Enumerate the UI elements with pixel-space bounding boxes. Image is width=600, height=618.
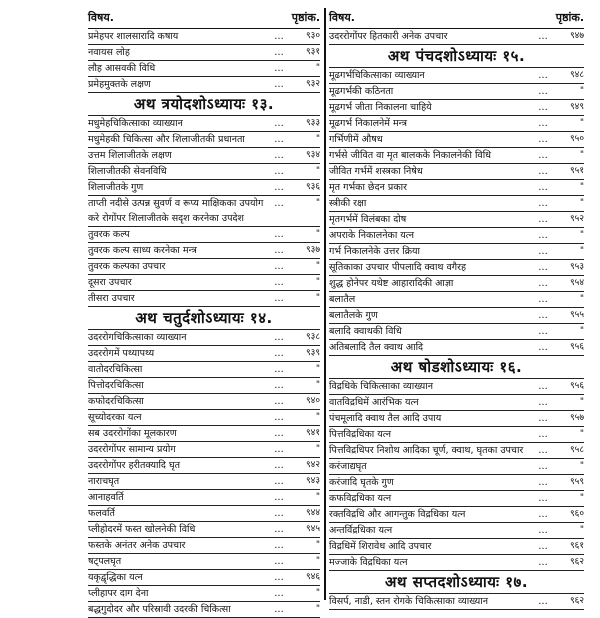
index-entry bbox=[329, 180, 584, 196]
leader-dots: … bbox=[538, 429, 548, 440]
entry-page-number: ९३३ bbox=[305, 118, 320, 128]
index-entry bbox=[329, 427, 584, 443]
entry-title: मृतगर्भमें विलंबका दोष bbox=[329, 214, 407, 225]
entry-page-number: " bbox=[579, 86, 584, 96]
entry-page-number: ९४६ bbox=[305, 572, 320, 582]
subject-header: विषय. bbox=[329, 11, 355, 24]
index-entry bbox=[88, 148, 320, 164]
leader-dots: … bbox=[274, 79, 284, 90]
index-entry bbox=[88, 275, 320, 291]
entry-page-number: " bbox=[315, 198, 320, 208]
entry-title: विसर्प, नाडी, स्तन रोगके चिकित्साका व्याख्यान bbox=[329, 596, 488, 607]
index-entry bbox=[88, 61, 320, 77]
index-entry bbox=[329, 507, 584, 523]
entry-page-number: " bbox=[315, 588, 320, 598]
index-entry bbox=[88, 426, 320, 442]
index-entry bbox=[88, 196, 320, 227]
entry-page-number: ९४७ bbox=[569, 31, 584, 41]
leader-dots: … bbox=[538, 477, 548, 488]
entry-title: तुवरक कल्प साध्य करनेका मन्त्र bbox=[88, 245, 197, 256]
leader-dots: … bbox=[274, 63, 284, 74]
entry-title: बलादि क्वाथकी विधि bbox=[329, 326, 402, 337]
chapter-heading: अथ त्रयोदशोऽध्यायः १३. bbox=[88, 93, 320, 116]
entry-page-number: " bbox=[579, 397, 584, 407]
index-entry bbox=[88, 458, 320, 474]
entry-title: प्रमेहपर शालसारादि कषाय bbox=[88, 31, 179, 42]
index-entry bbox=[329, 132, 584, 148]
index-entry bbox=[88, 227, 320, 243]
entry-page-number: ९४३ bbox=[305, 476, 320, 486]
leader-dots: … bbox=[274, 412, 284, 423]
leader-dots: … bbox=[274, 198, 284, 209]
leader-dots: … bbox=[538, 413, 548, 424]
entry-page-number: " bbox=[315, 277, 320, 287]
index-entry bbox=[329, 324, 584, 340]
index-entry bbox=[88, 538, 320, 554]
index-entry bbox=[88, 570, 320, 586]
index-column-right bbox=[329, 8, 584, 610]
leader-dots: … bbox=[274, 540, 284, 551]
leader-dots: … bbox=[274, 261, 284, 272]
entry-title: अन्तर्विद्रधिका यत्न bbox=[329, 525, 393, 536]
entry-page-number: ९५० bbox=[569, 134, 584, 144]
entry-page-number: " bbox=[315, 261, 320, 271]
chapter-heading: अथ सप्तदशोऽध्यायः १७. bbox=[329, 571, 584, 594]
entry-page-number: ९५२ bbox=[569, 214, 584, 224]
index-entry bbox=[88, 474, 320, 490]
entry-title: फस्तके अनंतर अनेक उपचार bbox=[88, 540, 186, 551]
column-header bbox=[88, 8, 320, 29]
page-number-header: पृष्ठांक. bbox=[555, 11, 584, 24]
index-entry bbox=[88, 291, 320, 307]
entry-title: तुवरक कल्पका उपचार bbox=[88, 261, 166, 272]
index-entry bbox=[88, 45, 320, 61]
entry-page-number: " bbox=[315, 556, 320, 566]
leader-dots: … bbox=[538, 198, 548, 209]
entry-title: मूढगर्भचिकित्साका व्याख्यान bbox=[329, 70, 425, 81]
entry-title: पित्तविद्रधिका यत्न bbox=[329, 429, 391, 440]
entry-title: मूढगर्भ निकालनेमें मन्त्र bbox=[329, 118, 407, 129]
entry-title: तीसरा उपचार bbox=[88, 293, 135, 304]
entry-title: फलवर्ति bbox=[88, 508, 115, 519]
entry-title: सूतिकाका उपचार पीपलादि क्वाथ वगैरह bbox=[329, 262, 467, 273]
entry-page-number: " bbox=[315, 63, 320, 73]
column-divider bbox=[324, 8, 326, 600]
index-entry bbox=[329, 260, 584, 276]
entry-title: नाराचघृत bbox=[88, 476, 120, 487]
leader-dots: … bbox=[538, 326, 548, 337]
entry-title: बद्धगुदोदर और परिस्रावी उदरकी चिकित्सा bbox=[88, 604, 231, 615]
leader-dots: … bbox=[274, 428, 284, 439]
index-entry bbox=[88, 243, 320, 259]
index-entry bbox=[88, 602, 320, 618]
entry-title: प्लीहोदरमें फस्त खोलनेकी विधि bbox=[88, 524, 196, 535]
leader-dots: … bbox=[274, 277, 284, 288]
index-entry bbox=[329, 68, 584, 84]
chapter-heading: अथ पंचदशोऽध्यायः १५. bbox=[329, 45, 584, 68]
entry-page-number: ९६२ bbox=[569, 596, 584, 606]
index-entry bbox=[88, 259, 320, 275]
entry-page-number: " bbox=[315, 412, 320, 422]
entry-title: उदररोगचिकित्साका व्याख्यान bbox=[88, 332, 187, 343]
index-entry bbox=[88, 180, 320, 196]
entry-title: मृत गर्भका छेदन प्रकार bbox=[329, 182, 407, 193]
entry-title: मधुमेहचिकित्साका व्याख्यान bbox=[88, 118, 183, 129]
entry-title: सूच्योदरका यत्न bbox=[88, 412, 142, 423]
entry-page-number: " bbox=[315, 540, 320, 550]
entry-page-number: " bbox=[579, 461, 584, 471]
entry-title: उत्तम शिलाजीतके लक्षण bbox=[88, 150, 172, 161]
index-entry bbox=[329, 555, 584, 571]
entry-page-number: ९३१ bbox=[305, 47, 320, 57]
leader-dots: … bbox=[274, 182, 284, 193]
leader-dots: … bbox=[274, 572, 284, 583]
index-entry bbox=[329, 379, 584, 395]
index-entry bbox=[329, 491, 584, 507]
entry-page-number: ९४४ bbox=[305, 508, 320, 518]
leader-dots: … bbox=[538, 461, 548, 472]
index-entry bbox=[329, 308, 584, 324]
leader-dots: … bbox=[538, 166, 548, 177]
index-entry bbox=[88, 116, 320, 132]
leader-dots: … bbox=[538, 86, 548, 97]
index-entry bbox=[88, 554, 320, 570]
index-entry bbox=[329, 84, 584, 100]
leader-dots: … bbox=[538, 445, 548, 456]
entry-page-number: ९४८ bbox=[569, 70, 584, 80]
entry-page-number: " bbox=[579, 326, 584, 336]
index-entry bbox=[88, 378, 320, 394]
leader-dots: … bbox=[274, 556, 284, 567]
leader-dots: … bbox=[274, 348, 284, 359]
index-entry bbox=[329, 212, 584, 228]
index-entry bbox=[329, 276, 584, 292]
index-entry bbox=[88, 490, 320, 506]
entry-page-number: ९४५ bbox=[305, 524, 320, 534]
leader-dots: … bbox=[274, 229, 284, 240]
index-entry bbox=[88, 77, 320, 93]
leader-dots: … bbox=[274, 293, 284, 304]
entry-title: शिलाजीतकी सेवनविधि bbox=[88, 166, 167, 177]
entry-page-number: ९५६ bbox=[569, 381, 584, 391]
entry-title: मधुमेहकी चिकित्सा और शिलाजीतकी प्रधानता bbox=[88, 134, 245, 145]
leader-dots: … bbox=[538, 182, 548, 193]
index-entry bbox=[329, 594, 584, 610]
index-entry bbox=[329, 411, 584, 427]
entry-page-number: " bbox=[579, 525, 584, 535]
leader-dots: … bbox=[274, 444, 284, 455]
leader-dots: … bbox=[274, 476, 284, 487]
entry-page-number: " bbox=[315, 229, 320, 239]
entry-page-number: ९३८ bbox=[305, 332, 320, 342]
index-entry bbox=[329, 292, 584, 308]
leader-dots: … bbox=[538, 557, 548, 568]
leader-dots: … bbox=[538, 278, 548, 289]
entry-title: अपराके निकालनेका यत्न bbox=[329, 230, 414, 241]
leader-dots: … bbox=[538, 397, 548, 408]
entry-page-number: ९५९ bbox=[569, 477, 584, 487]
entry-page-number: " bbox=[579, 118, 584, 128]
entry-page-number: ९४९ bbox=[569, 102, 584, 112]
leader-dots: … bbox=[538, 493, 548, 504]
chapter-heading: अथ चतुर्दशोऽध्यायः १४. bbox=[88, 307, 320, 330]
leader-dots: … bbox=[274, 380, 284, 391]
leader-dots: … bbox=[538, 246, 548, 257]
entry-page-number: " bbox=[315, 492, 320, 502]
entry-page-number: ९४२ bbox=[305, 460, 320, 470]
leader-dots: … bbox=[538, 31, 548, 42]
entry-title: मूढगर्भकी कठिनता bbox=[329, 86, 394, 97]
leader-dots: … bbox=[538, 214, 548, 225]
entry-page-number: ९५८ bbox=[569, 445, 584, 455]
entry-page-number: " bbox=[579, 246, 584, 256]
leader-dots: … bbox=[274, 150, 284, 161]
leader-dots: … bbox=[538, 262, 548, 273]
page-number-header: पृष्ठांक. bbox=[291, 11, 320, 24]
leader-dots: … bbox=[274, 588, 284, 599]
entry-page-number: ९५५ bbox=[569, 310, 584, 320]
entry-page-number: ९५४ bbox=[569, 278, 584, 288]
entry-title: पंचमूलादि क्वाथ तैल आदि उपाय bbox=[329, 413, 442, 424]
leader-dots: … bbox=[274, 460, 284, 471]
index-entry bbox=[88, 164, 320, 180]
leader-dots: … bbox=[538, 150, 548, 161]
entry-title: सब उदररोगोंका मूलकारण bbox=[88, 428, 177, 439]
entry-page-number: ९५३ bbox=[569, 262, 584, 272]
entry-title: पित्तविद्रधिपर निशोथ आदिका चूर्ण, क्वाथ, घृतका उपचार bbox=[329, 445, 524, 456]
entry-page-number: ९५६ bbox=[569, 342, 584, 352]
entry-title: बलातैलके गुण bbox=[329, 310, 378, 321]
entry-page-number: " bbox=[315, 380, 320, 390]
entry-title: उदररोगोंपर हितकारी अनेक उपचार bbox=[329, 31, 448, 42]
leader-dots: … bbox=[274, 524, 284, 535]
entry-title: स्त्रीकी रक्षा bbox=[329, 198, 367, 209]
entry-title: नवायस लोह bbox=[88, 47, 130, 58]
leader-dots: … bbox=[538, 509, 548, 520]
entry-title: गर्भिणीमें औषध bbox=[329, 134, 383, 145]
entry-page-number: " bbox=[315, 134, 320, 144]
entry-title: पित्तोदरचिकित्सा bbox=[88, 380, 144, 391]
entry-title: वातविद्रधिमें आरंभिक यत्न bbox=[329, 397, 419, 408]
entry-page-number: " bbox=[315, 293, 320, 303]
entry-title: गर्भ निकालनेके उत्तर क्रिया bbox=[329, 246, 420, 257]
index-entry bbox=[329, 459, 584, 475]
leader-dots: … bbox=[538, 102, 548, 113]
leader-dots: … bbox=[538, 294, 548, 305]
entry-title: वातोदरचिकित्सा bbox=[88, 364, 143, 375]
entry-page-number: ९३६ bbox=[305, 182, 320, 192]
entry-page-number: ९५७ bbox=[569, 413, 584, 423]
index-entry bbox=[88, 522, 320, 538]
entry-title: विद्रधिके चिकित्साका व्याख्यान bbox=[329, 381, 434, 392]
entry-title: अतिबलादि तैल क्वाथ आदि bbox=[329, 342, 424, 353]
index-entry bbox=[88, 506, 320, 522]
entry-page-number: ९३४ bbox=[305, 150, 320, 160]
chapter-heading: अथ षोडशोऽध्यायः १६. bbox=[329, 356, 584, 379]
leader-dots: … bbox=[274, 332, 284, 343]
entry-page-number: " bbox=[579, 429, 584, 439]
entry-page-number: " bbox=[579, 182, 584, 192]
entry-title: दूसरा उपचार bbox=[88, 277, 132, 288]
index-entry bbox=[329, 523, 584, 539]
leader-dots: … bbox=[538, 118, 548, 129]
index-entry bbox=[329, 340, 584, 356]
entry-page-number: ९३९ bbox=[305, 348, 320, 358]
entry-title: करंजाद्यघृत bbox=[329, 461, 367, 472]
leader-dots: … bbox=[538, 70, 548, 81]
index-entry bbox=[329, 29, 584, 45]
leader-dots: … bbox=[274, 396, 284, 407]
leader-dots: … bbox=[274, 364, 284, 375]
entry-page-number: ९६२ bbox=[569, 557, 584, 567]
entry-page-number: ९६१ bbox=[569, 541, 584, 551]
subject-header: विषय. bbox=[88, 11, 114, 24]
entry-title: उदररोगोंपर हरीतक्यादि घृत bbox=[88, 460, 181, 471]
index-entry bbox=[329, 244, 584, 260]
entry-title: रक्तविद्रधि और आगन्तुक विद्रधिका यत्न bbox=[329, 509, 466, 520]
entry-page-number: ९६० bbox=[569, 509, 584, 519]
leader-dots: … bbox=[274, 245, 284, 256]
entry-page-number: " bbox=[315, 364, 320, 374]
entry-title: उदररोगमें पथ्यापथ्य bbox=[88, 348, 155, 359]
entry-title: जीवित गर्भमें शस्त्रका निषेध bbox=[329, 166, 423, 177]
index-entry bbox=[88, 346, 320, 362]
index-entry bbox=[329, 164, 584, 180]
entry-title: लौह आसवकी विधि bbox=[88, 63, 156, 74]
leader-dots: … bbox=[538, 596, 548, 607]
entry-title: आनाहवर्ति bbox=[88, 492, 124, 503]
index-column-left bbox=[88, 8, 320, 618]
leader-dots: … bbox=[538, 310, 548, 321]
entry-page-number: ९४० bbox=[305, 396, 320, 406]
index-entry bbox=[329, 116, 584, 132]
entry-title: ताप्ती नदीसे उत्पन्न सुवर्ण व रूप्य माक्षिकका उपयोग करे रोगोंपर शिलाजीतके सदृश करनेका उपदेश bbox=[88, 198, 264, 224]
entry-title: कफविद्रधिका यत्न bbox=[329, 493, 392, 504]
entry-page-number: " bbox=[315, 166, 320, 176]
index-entry bbox=[329, 100, 584, 116]
entry-title: उदररोगोंपर सामान्य प्रयोग bbox=[88, 444, 176, 455]
entry-page-number: " bbox=[579, 230, 584, 240]
entry-page-number: ९३७ bbox=[305, 245, 320, 255]
leader-dots: … bbox=[274, 604, 284, 615]
leader-dots: … bbox=[538, 342, 548, 353]
index-entry bbox=[88, 29, 320, 45]
entry-title: मज्जाके विद्रधिका यत्न bbox=[329, 557, 408, 568]
entry-page-number: ९५१ bbox=[569, 166, 584, 176]
index-entry bbox=[329, 228, 584, 244]
index-entry bbox=[88, 132, 320, 148]
index-entry bbox=[329, 475, 584, 491]
leader-dots: … bbox=[538, 381, 548, 392]
leader-dots: … bbox=[538, 525, 548, 536]
entry-title: शुद्ध होनेपर यथेष्ट आहारादिकी आज्ञा bbox=[329, 278, 454, 289]
entry-title: प्लीहापर दाग देना bbox=[88, 588, 149, 599]
index-entry bbox=[329, 539, 584, 555]
index-entry bbox=[88, 410, 320, 426]
entry-title: करंजादि घृतके गुण bbox=[329, 477, 394, 488]
entry-page-number: " bbox=[579, 198, 584, 208]
leader-dots: … bbox=[274, 31, 284, 42]
entry-page-number: " bbox=[579, 493, 584, 503]
entry-page-number: ९३२ bbox=[305, 79, 320, 89]
index-entry bbox=[329, 196, 584, 212]
index-entry bbox=[88, 362, 320, 378]
index-entry bbox=[88, 330, 320, 346]
entry-title: तुवरक कल्प bbox=[88, 229, 130, 240]
entry-page-number: ९४१ bbox=[305, 428, 320, 438]
entry-page-number: ९३० bbox=[305, 31, 320, 41]
leader-dots: … bbox=[274, 166, 284, 177]
entry-title: विद्रधिमें शिरावेध आदि उपचार bbox=[329, 541, 432, 552]
entry-title: प्रमेहमुक्तके लक्षण bbox=[88, 79, 151, 90]
leader-dots: … bbox=[274, 118, 284, 129]
entry-page-number: " bbox=[315, 444, 320, 454]
leader-dots: … bbox=[538, 134, 548, 145]
entry-page-number: " bbox=[579, 150, 584, 160]
index-entry bbox=[329, 395, 584, 411]
entry-title: षट्पलघृत bbox=[88, 556, 122, 567]
leader-dots: … bbox=[274, 47, 284, 58]
entry-title: कफोदरचिकित्सा bbox=[88, 396, 144, 407]
entry-title: मूढगर्भ जीता निकालना चाहिये bbox=[329, 102, 432, 113]
index-entry bbox=[329, 443, 584, 459]
leader-dots: … bbox=[538, 230, 548, 241]
entry-title: बलातैल bbox=[329, 294, 356, 305]
entry-title: यकृद्वृद्धिका यत्न bbox=[88, 572, 143, 583]
entry-page-number: " bbox=[315, 604, 320, 614]
index-entry bbox=[88, 442, 320, 458]
leader-dots: … bbox=[274, 492, 284, 503]
leader-dots: … bbox=[538, 541, 548, 552]
entry-page-number: " bbox=[579, 294, 584, 304]
entry-title: गर्भसे जीवित वा मृत बालकके निकालनेकी विधि bbox=[329, 150, 491, 161]
index-entry bbox=[329, 148, 584, 164]
index-entry bbox=[88, 394, 320, 410]
leader-dots: … bbox=[274, 134, 284, 145]
leader-dots: … bbox=[274, 508, 284, 519]
entry-title: शिलाजीतके गुण bbox=[88, 182, 144, 193]
column-header bbox=[329, 8, 584, 29]
